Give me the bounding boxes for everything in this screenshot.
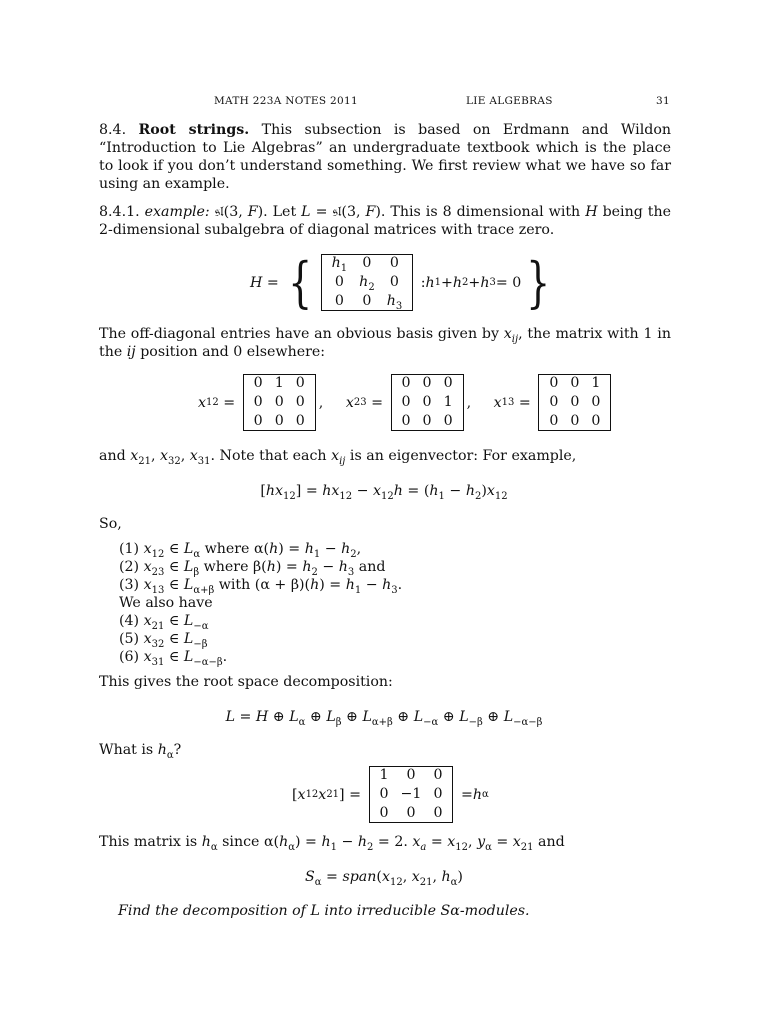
matrix-cell: 0 [549,375,559,391]
S-alpha-definition: $S_\alpha$ = $span(x_{12}$, $x_{21}$, $h_\alpha$) [305,869,463,888]
matrix-cell: −1 [400,786,422,802]
matrix-H [321,254,414,311]
L-def-math: L = 𝔰𝔩(3, F). [301,204,386,220]
offdiag-paragraph: The off-diagonal entries have an obvious basis given by $x_{ij}$, the matrix with 1 in the ij position and 0 elsewhere: [99,326,671,360]
final-question [118,902,678,920]
matrix-cell: 0 [253,394,263,410]
header-course: MATH 223A NOTES 2011 [214,95,358,107]
matrix-cell: 0 [401,394,411,410]
eigen-text-b: . Note that each [210,448,327,464]
matrix-cell: 0 [549,394,559,410]
list-item: (3) $x_{13}$ ∈ $L_{\alpha+\beta}$ with $(\alpha + \beta)(h) = h_1 - h_3$. [119,577,403,596]
matrix-cell: 0 [295,413,305,429]
right-brace: } [526,250,551,314]
matrix-cell: 1 [379,767,389,783]
matrix-x23 [391,374,464,431]
matrix-cell: 0 [443,375,453,391]
example-text3: being the 2-dimensional subalgebra of diagonal matrices with trace zero. [99,204,672,238]
eigen-paragraph: and $x_{21}$, $x_{32}$, $x_{31}$. Note that each $x_{ij}$ is an eigenvector: For example, [99,448,577,467]
matrix-cell: 0 [570,413,580,429]
matrix-cell: 0 [334,274,344,290]
example-number: 8.4.1. [99,204,140,220]
offdiag-text-a: The off-diagonal entries have an obvious basis given by [99,326,499,342]
final-question-text: Find the decomposition of L into irreducible Sα-modules. [118,903,530,919]
matrix-cell: 0 [274,413,284,429]
list-note: We also have [119,595,213,611]
matrix-cell: 0 [274,394,284,410]
matrix-cell: $h_1$ [331,255,348,274]
matrix-cell: 0 [433,805,443,821]
matrix-cell: 1 [274,375,284,391]
header-topic: LIE ALGEBRAS [466,95,553,107]
matrix-cell: $h_3$ [386,293,403,312]
running-header [214,92,670,106]
matrix-cell: 0 [591,394,601,410]
example-text1: Let [272,204,297,220]
matrix-cell: 1 [591,375,601,391]
matrix-cell: 0 [433,786,443,802]
root-list [119,540,679,666]
matrix-cell: 0 [401,375,411,391]
sl3-math: 𝔰𝔩(3, F). [214,204,268,220]
example-paragraph [99,203,671,239]
what-is-line: What is $h_\alpha$? [99,742,182,761]
matrix-cell: 0 [295,375,305,391]
section-intro-text: This subsection is based on Erdmann and Wildon “Introduction to Lie Algebras” an undergraduate textbook which is the place to look if you don’t understand something. We first review what we have so far using an example. [99,122,672,192]
matrix-cell: 0 [422,394,432,410]
header-page-number: 31 [656,95,670,107]
eigen-text-c: is an eigenvector: For example, [349,448,577,464]
matrix-cell: 0 [379,786,389,802]
so-text: So, [99,516,122,532]
so-line [99,515,671,533]
matrix-cell: 0 [389,274,399,290]
root-space-decomposition: L = H ⊕ $L_\alpha$ ⊕ $L_\beta$ ⊕ $L_{\alpha+\beta}$ ⊕ $L_{-\alpha}$ ⊕ $L_{-\beta}$ ⊕ $L_{-\alpha-\beta}$ [225,709,543,728]
bracket-equation: $[hx_{12}] = hx_{12} - x_{12}h = (h_1 - h_2)x_{12}$ [260,483,508,502]
matrix-cell: 0 [570,394,580,410]
offdiag-text-c: position and 0 elsewhere: [140,344,326,360]
matrix-cell: 0 [401,413,411,429]
eigen-text-a: and [99,448,126,464]
matrix-cell: 1 [443,394,453,410]
left-brace: { [288,250,313,314]
matrix-cell: 0 [253,375,263,391]
matrix-cell: 0 [362,255,372,271]
list-item: (4) $x_{21}$ ∈ $L_{-\alpha}$ [119,613,209,632]
list-item: (5) $x_{32}$ ∈ $L_{-\beta}$ [119,631,208,650]
list-item: (2) $x_{23}$ ∈ $L_\beta$ where $\beta(h) = h_2 - h_3$ and [119,559,386,578]
matrix-cell: 0 [334,293,344,309]
H-definition: H = { $h_1$ 0 0 0 $h_2$ 0 0 0 $h_3$ : h 1 + h 2 + h 3 = 0 } [250,250,551,314]
matrix-x13 [538,374,611,431]
matrix-cell: 0 [422,413,432,429]
matrix-text-c: and [538,834,565,850]
matrix-cell: 0 [591,413,601,429]
H-symbol: H [585,204,598,220]
matrix-cell: 0 [389,255,399,271]
matrix-cell: 0 [443,413,453,429]
bracket-matrix-equation: [ x 12 x 21 ] = 1 0 0 0 −1 0 0 0 0 = h α [292,767,489,821]
basis-matrices: x 12 = 0 1 0 0 0 0 0 0 0 , x 23 = 0 0 0 0 0 1 0 0 0 , x 13 = 0 0 1 0 0 0 0 0 0 [198,374,614,431]
matrix-text-b: since [222,834,260,850]
matrix-cell: 0 [406,767,416,783]
decomp-intro [99,673,671,691]
matrix-cell: 0 [433,767,443,783]
section-number: 8.4. [99,122,127,138]
matrix-text-a: This matrix is [99,834,198,850]
matrix-paragraph: This matrix is $h_\alpha$ since $\alpha(h_\alpha) = h_1 - h_2 = 2$. $x_a = x_{12}$, $y_\alpha = x_{21}$ and [99,834,565,853]
matrix-cell: 0 [406,805,416,821]
matrix-x12 [243,374,316,431]
section-intro [99,121,671,193]
matrix-cell: 0 [253,413,263,429]
example-text2: This is 8 dimensional with [390,204,581,220]
matrix-cell: $h_2$ [359,274,375,293]
matrix-cell: 0 [422,375,432,391]
example-label: example: [144,204,210,220]
matrix-cell: 0 [295,394,305,410]
matrix-cell: 0 [549,413,559,429]
matrix-cell: 0 [362,293,372,309]
offdiag-text-b: , the matrix with 1 in the [99,326,671,360]
section-title: Root strings. [138,122,250,138]
decomp-intro-text: This gives the root space decomposition: [99,674,393,690]
matrix-cell: 0 [379,805,389,821]
list-item: (1) $x_{12}$ ∈ $L_\alpha$ where $\alpha(h) = h_1 - h_2$, [119,541,362,560]
matrix-cell: 0 [570,375,580,391]
list-item: (6) $x_{31}$ ∈ $L_{-\alpha-\beta}$. [119,649,228,668]
matrix-bracket [369,766,454,823]
what-is-text: What is [99,742,154,758]
